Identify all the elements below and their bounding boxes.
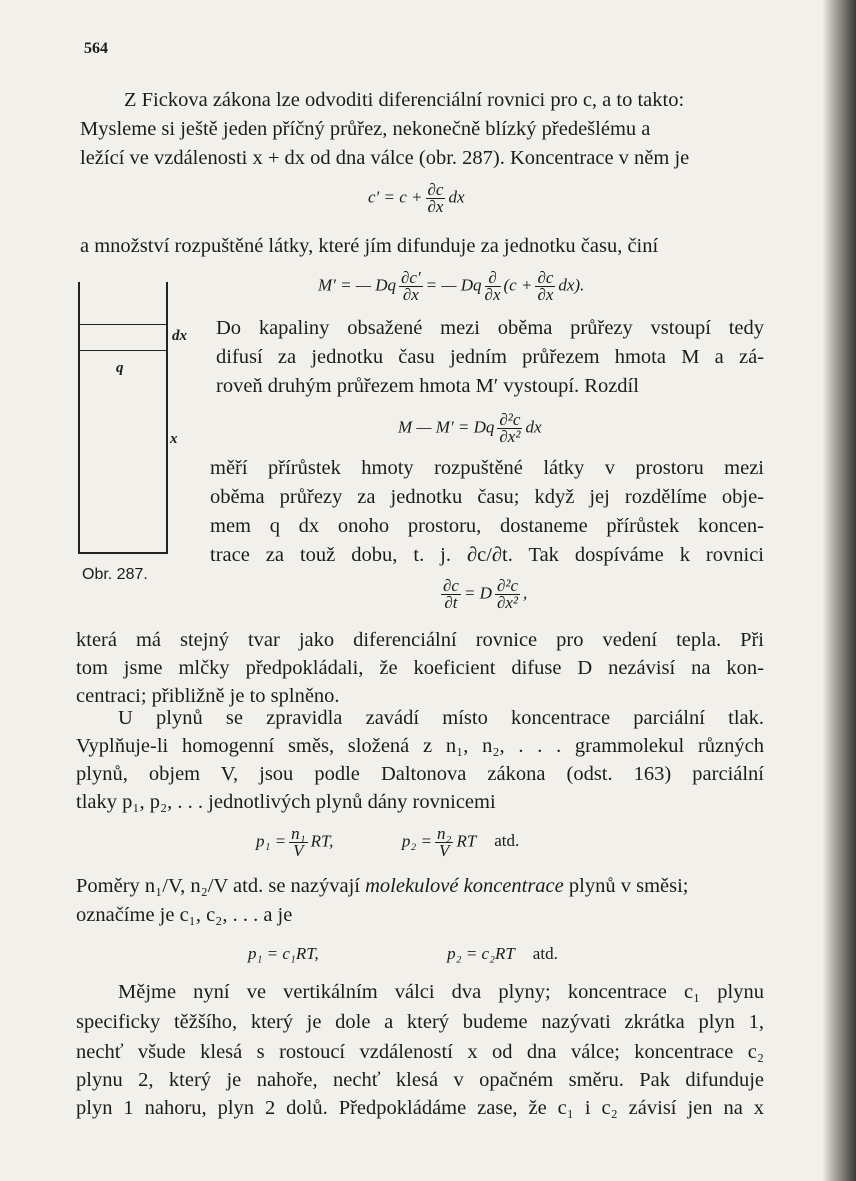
numerator: ∂c′ (401, 268, 421, 287)
fraction (495, 578, 520, 611)
eq-part: M — M′ = Dq (398, 417, 495, 437)
denominator: ∂x (427, 197, 444, 216)
numerator: n₂ (437, 824, 452, 843)
denominator: ∂t (444, 593, 458, 612)
figure-label-dx: dx (172, 328, 187, 344)
denominator: ∂x² (496, 593, 518, 612)
numerator: ∂²c (499, 410, 521, 429)
eq-part: atd. (532, 944, 558, 963)
eq-part: = — Dq (425, 275, 482, 295)
text-line: plynu 2, který je nahoře, nechť klesá v opačném směru. Pak difunduje (76, 1069, 764, 1091)
text-line: Do kapaliny obsažené mezi oběma průřezy vstoupí tedy (216, 317, 764, 339)
figure-label-q: q (116, 360, 124, 376)
cylinder-figure (78, 282, 168, 554)
fraction (435, 826, 453, 859)
eq-part: p₁ = (256, 831, 287, 851)
denominator: ∂x (484, 285, 501, 304)
text-line: tom jsme mlčky předpokládali, že koeficient difuse D nezávisí na kon- (76, 657, 764, 679)
equation-concentration (368, 182, 465, 215)
denominator: ∂x (402, 285, 419, 304)
text-line: centraci; přibližně je to splněno. (76, 685, 340, 707)
eq-part: RT (456, 831, 476, 851)
figure-label-x: x (170, 431, 178, 447)
figure-caption: Obr. 287. (82, 566, 148, 583)
eq-part: c′ = c + (368, 187, 423, 207)
numerator: ∂c (443, 576, 459, 595)
text-line: trace za touž dobu, t. j. ∂c/∂t. Tak dospíváme k rovnici (210, 544, 764, 566)
cross-section-line (78, 350, 168, 351)
fraction (441, 578, 461, 611)
numerator: ∂c (427, 180, 444, 199)
text-span: Poměry n₁/V, n₂/V atd. se nazývají (76, 875, 366, 897)
eq-part: (c + (503, 275, 533, 295)
eq-part: RT, (310, 831, 334, 851)
text-line: U plynů se zpravidla zavádí místo koncentrace parciální tlak. (118, 707, 764, 729)
fraction (399, 270, 423, 303)
text-line: která má stejný tvar jako diferenciální rovnice pro vedení tepla. Při (76, 629, 764, 651)
eq-part: dx). (558, 275, 585, 295)
text-line: specificky těžšího, který je dole a který budeme nazývati zkrátka plyn 1, (76, 1011, 764, 1033)
text-line: měří přírůstek hmoty rozpuštěné látky v prostoru mezi (210, 457, 764, 479)
eq-part: dx (525, 417, 542, 437)
eq-part: p₂ = (401, 831, 433, 851)
eq-part: p₂ = c₂RT (447, 944, 515, 963)
numerator: ∂ (485, 270, 501, 287)
denominator: ∂x² (499, 427, 521, 446)
fraction (497, 412, 522, 445)
text-line (76, 874, 688, 898)
equation-difference (398, 412, 542, 445)
fraction (535, 270, 555, 303)
cross-section-line (78, 324, 168, 325)
text-line: tlaky p₁, p₂, . . . jednotlivých plynů dány rovnicemi (76, 791, 496, 813)
text-line: nechť všude klesá s rostoucí vzdáleností x od dna válce; koncentrace c₂ (76, 1041, 764, 1063)
text-line: Mějme nyní ve vertikálním válci dva plyny; koncentrace c₁ plynu (118, 981, 764, 1003)
text-line: mem q dx onoho prostoru, dostaneme přírůstek koncen- (210, 515, 764, 537)
numerator: ∂²c (496, 576, 518, 595)
eq-part: , (523, 583, 528, 603)
eq-part: M′ = — Dq (318, 275, 396, 295)
text-line: ležící ve vzdálenosti x + dx od dna válce (obr. 287). Koncentrace v něm je (80, 147, 690, 169)
denominator: V (293, 841, 304, 860)
fraction (289, 826, 307, 859)
fraction (426, 182, 446, 215)
text-line: Z Fickova zákona lze odvoditi diferenciální rovnici pro c, a to takto: (124, 89, 685, 111)
binding-shadow (822, 0, 856, 1181)
eq-part: atd. (494, 831, 520, 851)
text-line: Mysleme si ještě jeden příčný průřez, nekonečně blízký předešlému a (80, 118, 651, 140)
numerator: ∂c (537, 268, 554, 287)
equation-partial-pressures (256, 826, 519, 859)
text-line: Vyplňuje-li homogenní směs, složená z n₁, n₂, . . . grammolekul různých (76, 735, 764, 757)
equation-diffusion (438, 578, 527, 611)
numerator: n₁ (291, 824, 306, 843)
text-line: oběma průřezy za jednotku času; když jej rozdělíme obje- (210, 486, 764, 508)
text-span: plynů v směsi; (563, 875, 689, 897)
emphasis: molekulové koncentrace (365, 875, 564, 897)
denominator: V (439, 841, 450, 860)
text-line: difusí za jednotku času jedním průřezem hmota M a zá- (216, 346, 764, 368)
text-line: roveň druhým průřezem hmota M′ vystoupí. Rozdíl (216, 375, 639, 397)
eq-part: = D (463, 583, 492, 603)
text-line: označíme je c₁, c₂, . . . a je (76, 904, 293, 926)
denominator: ∂x (537, 285, 554, 304)
equation-concentration-pressure (248, 944, 558, 964)
text-line: a množství rozpuštěné látky, které jím difunduje za jednotku času, činí (80, 235, 659, 257)
eq-part: p₁ = c₁RT, (248, 944, 319, 963)
fraction (485, 270, 501, 303)
text-line: plynů, objem V, jsou podle Daltonova zákona (odst. 163) parciální (76, 763, 764, 785)
page-number: 564 (84, 40, 108, 57)
text-line: plyn 1 nahoru, plyn 2 dolů. Předpokládáme zase, že c₁ i c₂ závisí jen na x (76, 1097, 764, 1119)
equation-flux (318, 270, 584, 303)
eq-part: dx (448, 187, 465, 207)
